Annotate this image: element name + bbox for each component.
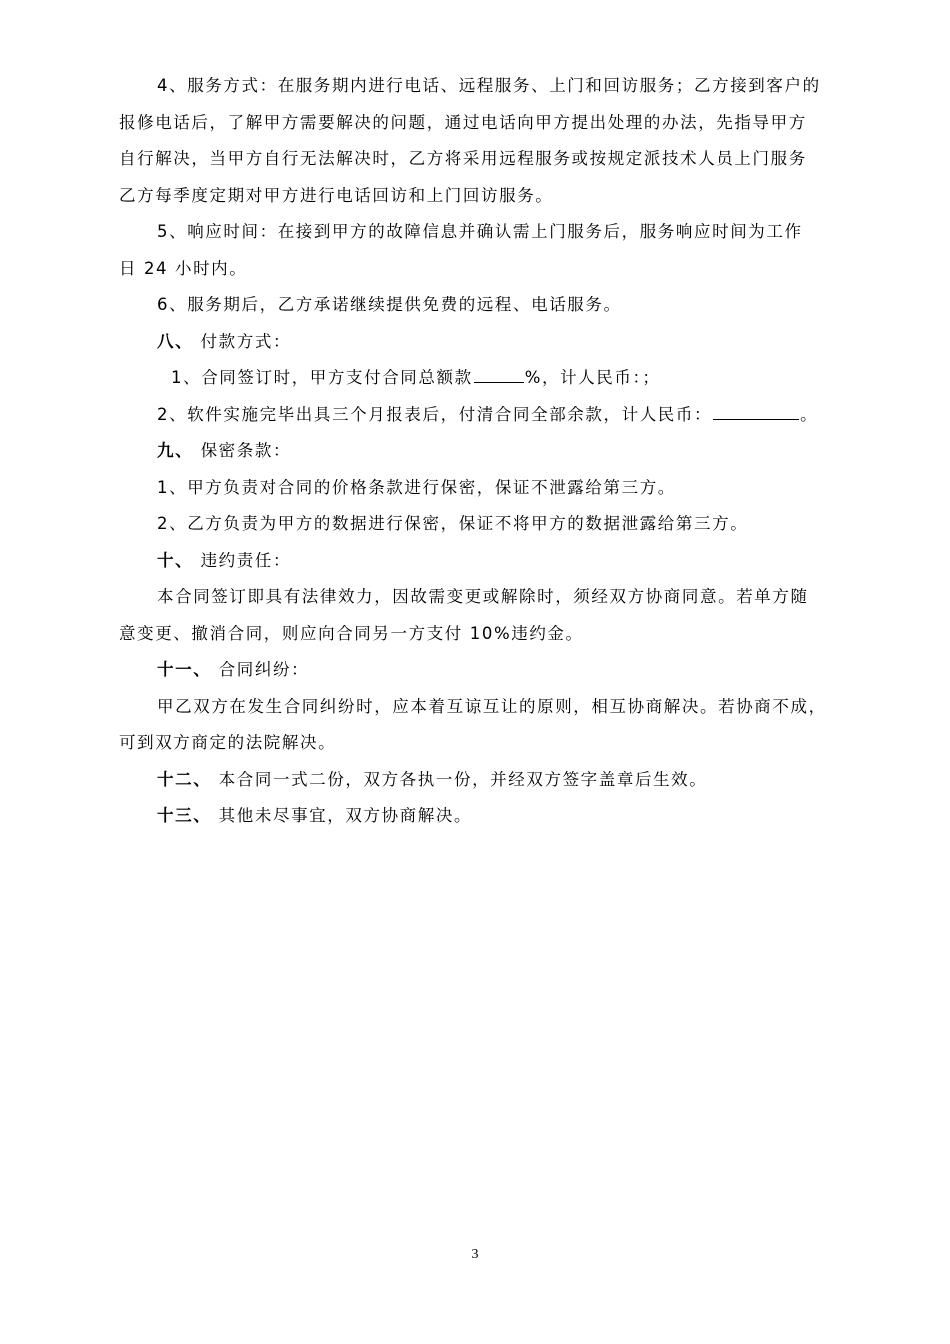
payment-clause-2-suffix: 。 — [800, 404, 819, 424]
liability-line-1: 本合同签订即具有法律效力，因故需变更或解除时，须经双方协商同意。若单方随 — [157, 587, 809, 606]
payment-clause-1-text: 1、合同签订时，甲方支付合同总额款 — [171, 368, 473, 387]
section-heading-payment — [119, 324, 841, 361]
section-title: 合同纠纷： — [218, 660, 310, 679]
section-number: 十二、 — [157, 769, 212, 789]
service-method-line-1: 4、服务方式：在服务期内进行电话、远程服务、上门和回访服务；乙方接到客户的 — [157, 76, 821, 95]
section-title: 保密条款： — [200, 441, 292, 460]
payment-clause-1-suffix: %，计人民币：； — [524, 368, 661, 387]
disputes-line-2: 可到双方商定的法院解决。 — [119, 733, 337, 752]
section-heading-other — [119, 798, 841, 835]
section-number: 十三、 — [157, 806, 212, 825]
confidentiality-clause-2: 2、乙方负责为甲方的数据进行保密，保证不将甲方的数据泄露给第三方。 — [157, 514, 749, 533]
service-method-line-2: 报修电话后，了解甲方需要解决的问题，通过电话向甲方提出处理的办法，先指导甲方 — [119, 112, 807, 132]
service-method-line-3: 自行解决，当甲方自行无法解决时，乙方将采用远程服务或按规定派技术人员上门服务 — [119, 149, 807, 168]
amount-blank-field[interactable] — [713, 402, 799, 420]
response-time-line-2: 日 24 小时内。 — [119, 258, 248, 278]
disputes-line-1: 甲乙双方在发生合同纠纷时，应本着互谅互让的原则，相互协商解决。若协商不成， — [157, 696, 827, 716]
payment-clause-1 — [119, 360, 841, 397]
service-method-line-4: 乙方每季度定期对甲方进行电话回访和上门回访服务。 — [119, 185, 554, 205]
section-title: 付款方式： — [200, 331, 292, 351]
section-heading-confidentiality — [119, 433, 841, 470]
section-text: 其他未尽事宜，双方协商解决。 — [218, 806, 473, 825]
contract-body — [119, 68, 841, 835]
liability-line-2: 意变更、撤消合同，则应向合同另一方支付 10%违约金。 — [119, 623, 584, 643]
section-number: 十一、 — [157, 660, 212, 679]
page-number: 3 — [471, 1247, 479, 1262]
percent-blank-field[interactable] — [474, 366, 524, 384]
section-number: 十、 — [157, 550, 194, 570]
confidentiality-clause-1: 1、甲方负责对合同的价格条款进行保密，保证不泄露给第三方。 — [157, 477, 676, 497]
response-time-line-1: 5、响应时间：在接到甲方的故障信息并确认需上门服务后，服务响应时间为工作 — [157, 222, 803, 241]
payment-clause-2-text: 2、软件实施完毕出具三个月报表后，付清合同全部余款，计人民币： — [157, 404, 713, 424]
section-number: 九、 — [157, 441, 194, 460]
after-service-clause: 6、服务期后，乙方承诺继续提供免费的远程、电话服务。 — [157, 295, 622, 314]
section-title: 违约责任： — [200, 550, 292, 570]
section-number: 八、 — [157, 331, 194, 351]
section-heading-copies — [119, 762, 841, 799]
payment-clause-2 — [119, 397, 841, 434]
section-text: 本合同一式二份，双方各执一份，并经双方签字盖章后生效。 — [218, 769, 708, 789]
section-heading-disputes — [119, 652, 841, 689]
section-heading-liability — [119, 543, 841, 580]
